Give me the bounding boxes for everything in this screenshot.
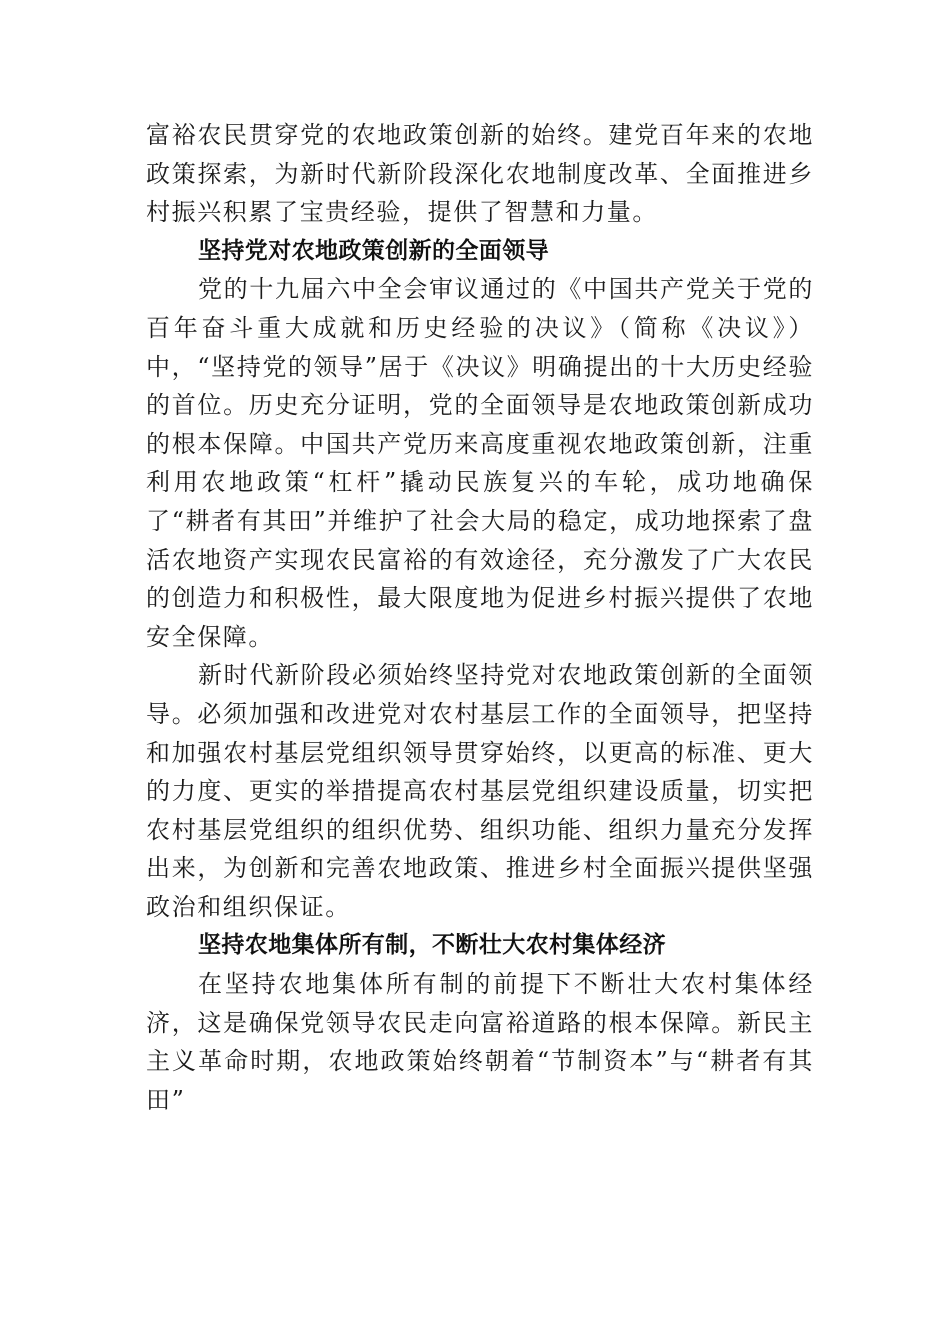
document-body: [146, 116, 814, 1119]
paragraph-party-leadership-new-era: 新时代新阶段必须始终坚持党对农地政策创新的全面领导。必须加强和改进党对农村基层工作的全面领导，把坚持和加强农村基层党组织领导贯穿始终，以更高的标准、更大的力度、更实的举措提高农村基层党组织建设质量，切实把农村基层党组织的组织优势、组织功能、组织力量充分发挥出来，为创新和完善农地政策、推进乡村全面振兴提供坚强政治和组织保证。: [146, 661, 814, 921]
paragraph-collective-ownership: 在坚持农地集体所有制的前提下不断壮大农村集体经济，这是确保党领导农民走向富裕道路的根本保障。新民主主义革命时期，农地政策始终朝着“节制资本”与“耕者有其田”: [146, 970, 814, 1114]
paragraph-intro: 富裕农民贯穿党的农地政策创新的始终。建党百年来的农地政策探索，为新时代新阶段深化农地制度改革、全面推进乡村振兴积累了宝贵经验，提供了智慧和力量。: [146, 121, 814, 227]
paragraph-party-leadership-history: 党的十九届六中全会审议通过的《中国共产党关于党的百年奋斗重大成就和历史经验的决议》（简称《决议》）中，“坚持党的领导”居于《决议》明确提出的十大历史经验的首位。历史充分证明，党的全面领导是农地政策创新成功的根本保障。中国共产党历来高度重视农地政策创新，注重利用农地政策“杠杆”撬动民族复兴的车轮，成功地确保了“耕者有其田”并维护了社会大局的稳定，成功地探索了盘活农地资产实现农民富裕的有效途径，充分激发了广大农民的创造力和积极性，最大限度地为促进乡村振兴提供了农地安全保障。: [146, 275, 814, 651]
section-heading-collective-ownership: 坚持农地集体所有制，不断壮大农村集体经济: [198, 932, 666, 959]
section-heading-party-leadership: 坚持党对农地政策创新的全面领导: [198, 237, 549, 264]
